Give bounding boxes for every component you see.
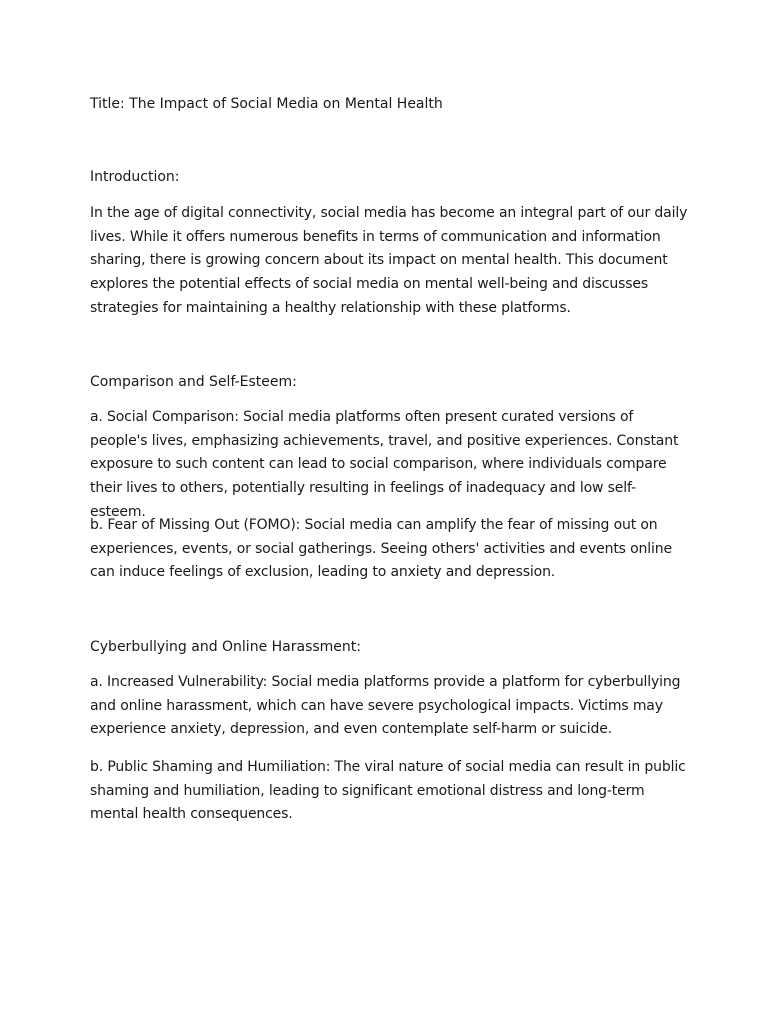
section-heading-comparison: Comparison and Self-Esteem: xyxy=(90,374,297,390)
public-shaming-paragraph: b. Public Shaming and Humiliation: The viral nature of social media can result in public shaming and humiliation, leading to significant emotional distress and long-term mental health consequences. xyxy=(90,759,686,823)
document-title: Title: The Impact of Social Media on Mental Health xyxy=(90,96,443,112)
fomo-paragraph: b. Fear of Missing Out (FOMO): Social media can amplify the fear of missing out on experiences, events, or social gatherings. Seeing others' activities and events online can induce feelings of exclusion, leading to anxiety and depression. xyxy=(90,517,672,581)
social-comparison-paragraph: a. Social Comparison: Social media platforms often present curated versions of people's lives, emphasizing achievements, travel, and positive experiences. Constant exposure to such content can lead to social comparison, where individuals compare their lives to others, potentially resulting in feelings of inadequacy and low self-esteem. xyxy=(90,409,679,520)
section-heading-cyberbullying: Cyberbullying and Online Harassment: xyxy=(90,639,361,655)
section-heading-introduction: Introduction: xyxy=(90,169,180,185)
vulnerability-paragraph: a. Increased Vulnerability: Social media platforms provide a platform for cyberbullying and online harassment, which can have severe psychological impacts. Victims may experience anxiety, depression, and even contemplate self-harm or suicide. xyxy=(90,674,681,738)
document-page xyxy=(90,0,690,1024)
introduction-paragraph: In the age of digital connectivity, social media has become an integral part of our daily lives. While it offers numerous benefits in terms of communication and information sharing, there is growing concern about its impact on mental health. This document explores the potential effects of social media on mental well-being and discusses strategies for maintaining a healthy relationship with these platforms. xyxy=(90,205,688,316)
